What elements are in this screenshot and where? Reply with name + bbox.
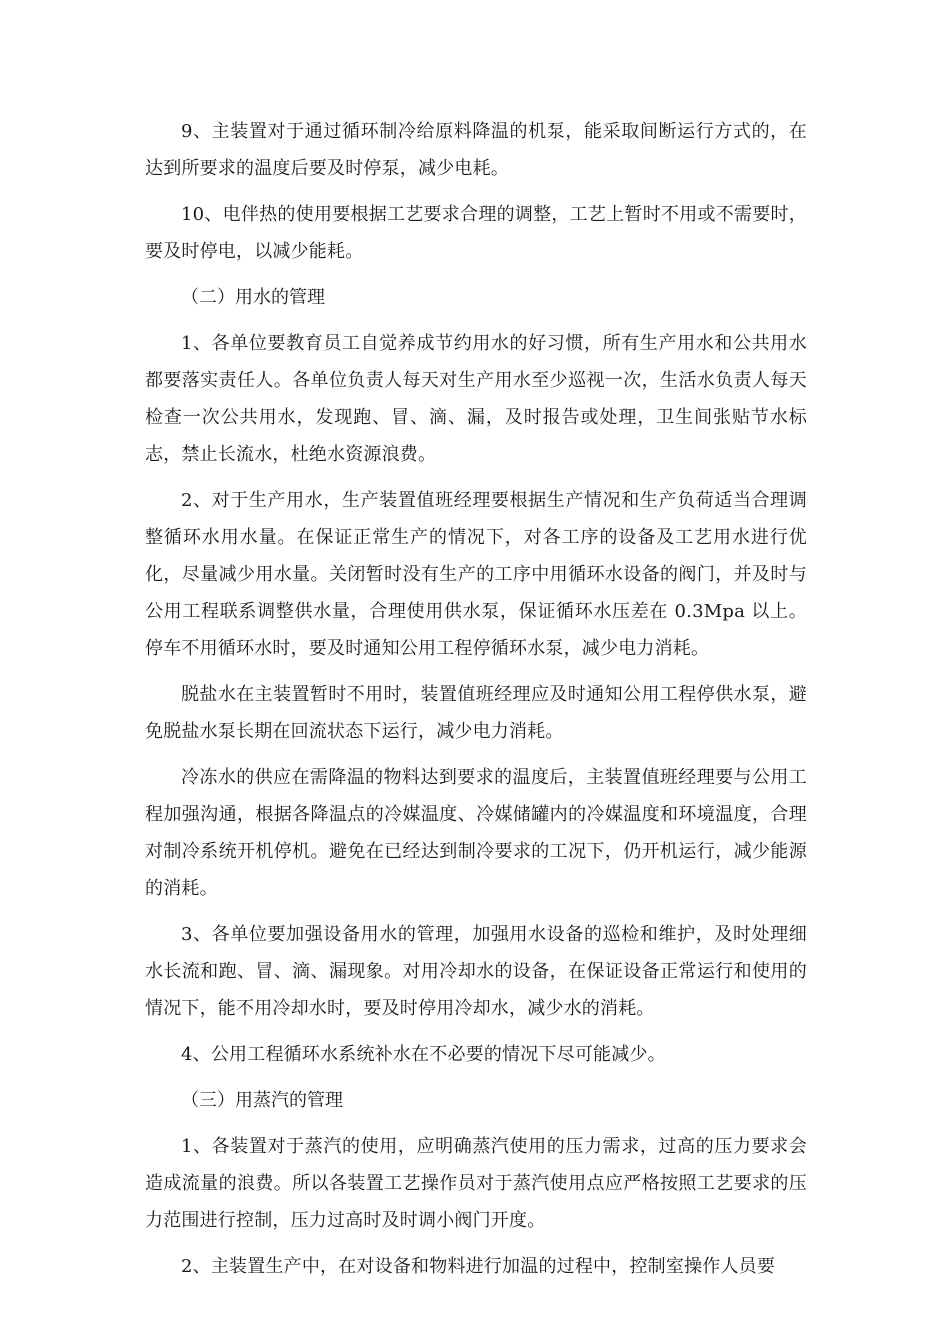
paragraph-item-10: 10、电伴热的使用要根据工艺要求合理的调整，工艺上暂时不用或不需要时，要及时停电，以减少能耗。 — [145, 204, 807, 262]
paragraph-gap — [145, 750, 807, 759]
paragraph-desalted-water: 脱盐水在主装置暂时不用时，装置值班经理应及时通知公用工程停供水泵，避免脱盐水泵长期在回流状态下运行，减少电力消耗。 — [145, 684, 807, 742]
paragraph-gap — [145, 1073, 807, 1082]
paragraph-gap — [145, 187, 807, 196]
paragraph-water-1: 1、各单位要教育员工自觉养成节约用水的好习惯，所有生产用水和公共用水都要落实责任人。各单位负责人每天对生产用水至少巡视一次，生活水负责人每天检查一次公共用水，发现跑、冒、滴、漏，及时报告或处理，卫生间张贴节水标志，禁止长流水，杜绝水资源浪费。 — [145, 333, 807, 465]
paragraph-gap — [145, 270, 807, 279]
paragraph-water-3: 3、各单位要加强设备用水的管理，加强用水设备的巡检和维护，及时处理细水长流和跑、冒、滴、漏现象。对用冷却水的设备，在保证设备正常运行和使用的情况下，能不用冷却水时，要及时停用冷却水，减少水的消耗。 — [145, 924, 807, 1019]
paragraph-water-4: 4、公用工程循环水系统补水在不必要的情况下尽可能减少。 — [181, 1044, 666, 1065]
paragraph-water-2: 2、对于生产用水，生产装置值班经理要根据生产情况和生产负荷适当合理调整循环水用水量。在保证正常生产的情况下，对各工序的设备及工艺用水进行优化，尽量减少用水量。关闭暂时没有生产的工序中用循环水设备的阀门，并及时与公用工程联系调整供水量，合理使用供水泵，保证循环水压差在 0.3Mpa 以上。停车不用循环水时，要及时通知公用工程停循环水泵，减少电力消耗。 — [145, 490, 807, 659]
paragraph-gap — [145, 1239, 807, 1248]
paragraph-gap — [145, 667, 807, 676]
section-heading-water: （二）用水的管理 — [181, 287, 325, 308]
paragraph-gap — [145, 907, 807, 916]
paragraph-chilled-water: 冷冻水的供应在需降温的物料达到要求的温度后，主装置值班经理要与公用工程加强沟通，根据各降温点的冷媒温度、冷媒储罐内的冷媒温度和环境温度，合理对制冷系统开机停机。避免在已经达到制冷要求的工况下，仍开机运行，减少能源的消耗。 — [145, 767, 807, 899]
section-heading-steam: （三）用蒸汽的管理 — [181, 1090, 343, 1111]
paragraph-gap — [145, 1027, 807, 1036]
paragraph-gap — [145, 316, 807, 325]
paragraph-steam-2: 2、主装置生产中，在对设备和物料进行加温的过程中，控制室操作人员要 — [181, 1256, 776, 1277]
paragraph-gap — [145, 473, 807, 482]
paragraph-steam-1: 1、各装置对于蒸汽的使用，应明确蒸汽使用的压力需求，过高的压力要求会造成流量的浪费。所以各装置工艺操作员对于蒸汽使用点应严格按照工艺要求的压力范围进行控制，压力过高时及时调小阀门开度。 — [145, 1136, 807, 1231]
paragraph-gap — [145, 1119, 807, 1128]
document-body — [145, 113, 807, 1285]
paragraph-item-9: 9、主装置对于通过循环制冷给原料降温的机泵，能采取间断运行方式的，在达到所要求的温度后要及时停泵，减少电耗。 — [145, 121, 807, 179]
